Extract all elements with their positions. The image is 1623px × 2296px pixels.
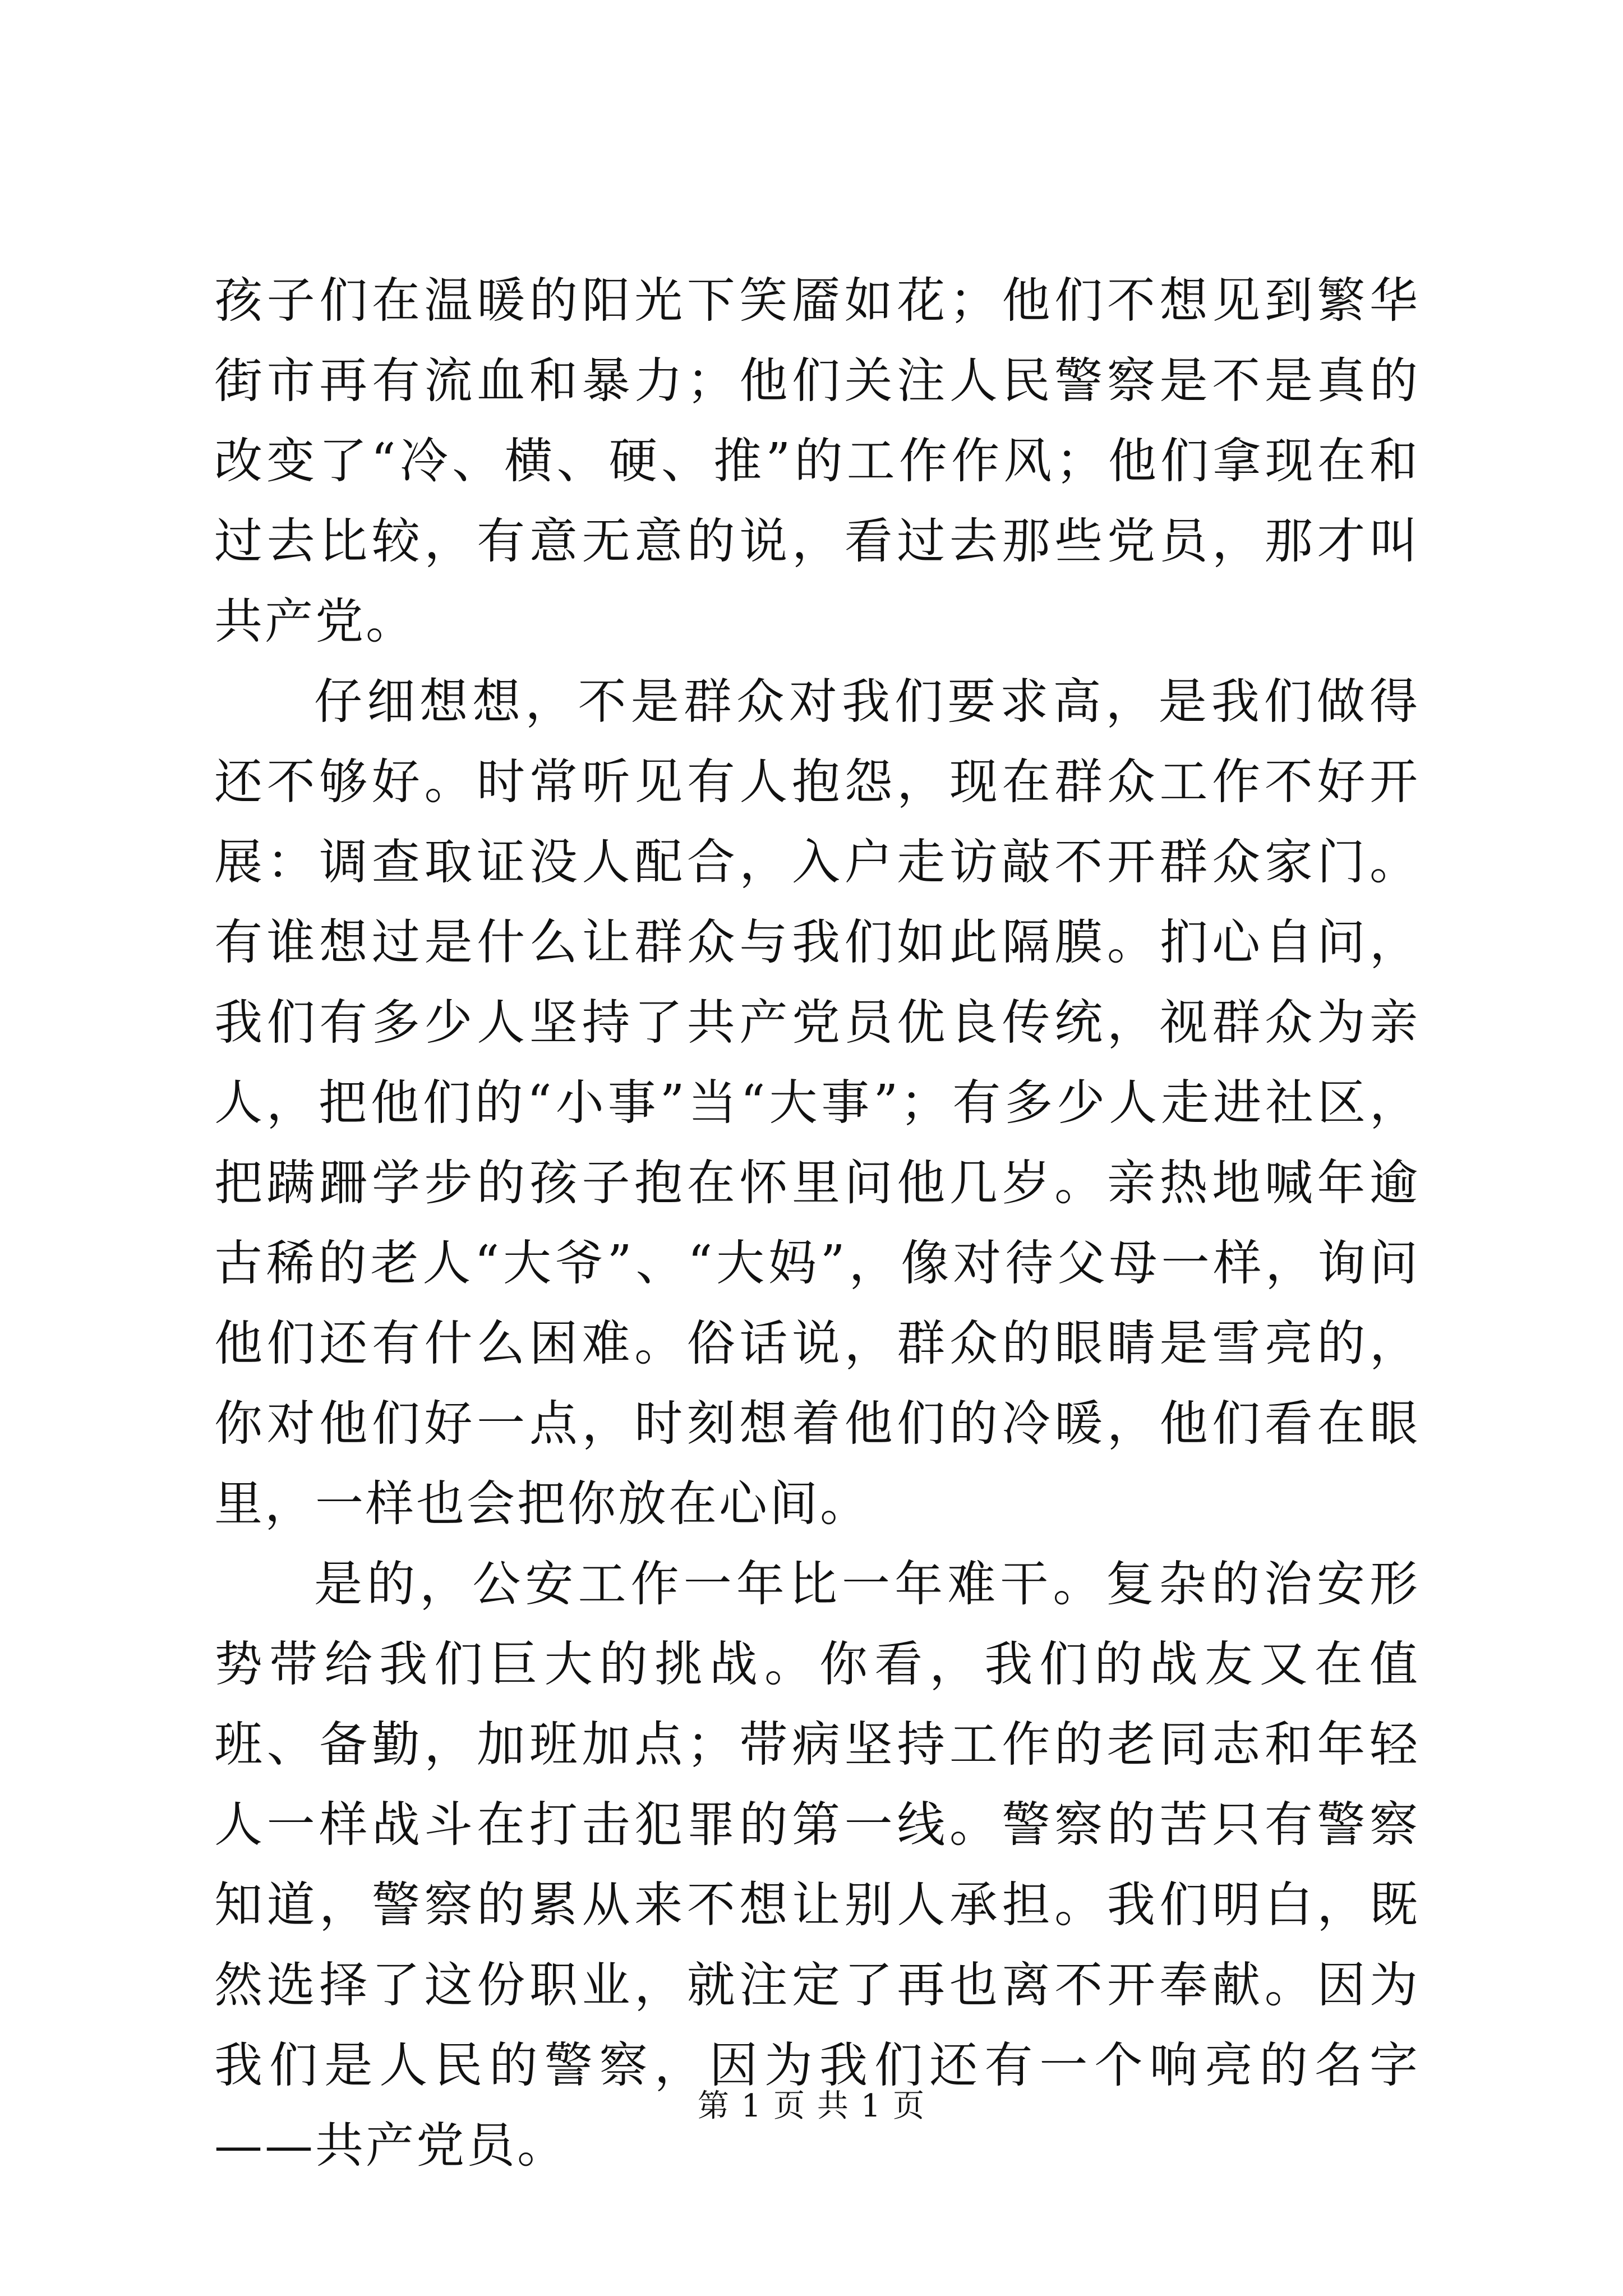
paragraph-2: 仔细想想，不是群众对我们要求高，是我们做得还不够好。时常听见有人抱怨，现在群众工作不好开展：调查取证没人配合，入户走访敲不开群众家门。有谁想过是什么让群众与我们如此隔膜。扪心自问，我们有多少人坚持了共产党员优良传统，视群众为亲人，把他们的“小事”当“大事”；有多少人走进社区，把蹒跚学步的孩子抱在怀里问他几岁。亲热地喊年逾古稀的老人“大爷”、“大妈”，像对待父母一样，询问他们还有什么困难。俗话说，群众的眼睛是雪亮的，你对他们好一点，时刻想着他们的冷暖，他们看在眼里，一样也会把你放在心间。 xyxy=(214,674,1420,1532)
paragraph-1: 孩子们在温暖的阳光下笑靥如花；他们不想见到繁华街市再有流血和暴力；他们关注人民警察是不是真的改变了“冷、横、硬、推”的工作作风；他们拿现在和过去比较，有意无意的说，看过去那些党员，那才叫共产党。 xyxy=(214,273,1420,650)
document-body xyxy=(214,261,1420,2186)
paragraph-3: 是的，公安工作一年比一年难干。复杂的治安形势带给我们巨大的挑战。你看，我们的战友又在值班、备勤，加班加点；带病坚持工作的老同志和年轻人一样战斗在打击犯罪的第一线。警察的苦只有警察知道，警察的累从来不想让别人承担。我们明白，既然选择了这份职业，就注定了再也离不开奉献。因为我们是人民的警察，因为我们还有一个响亮的名字——共产党员。 xyxy=(214,1556,1420,2174)
page-footer: 第 1 页 共 1 页 xyxy=(697,2088,926,2124)
